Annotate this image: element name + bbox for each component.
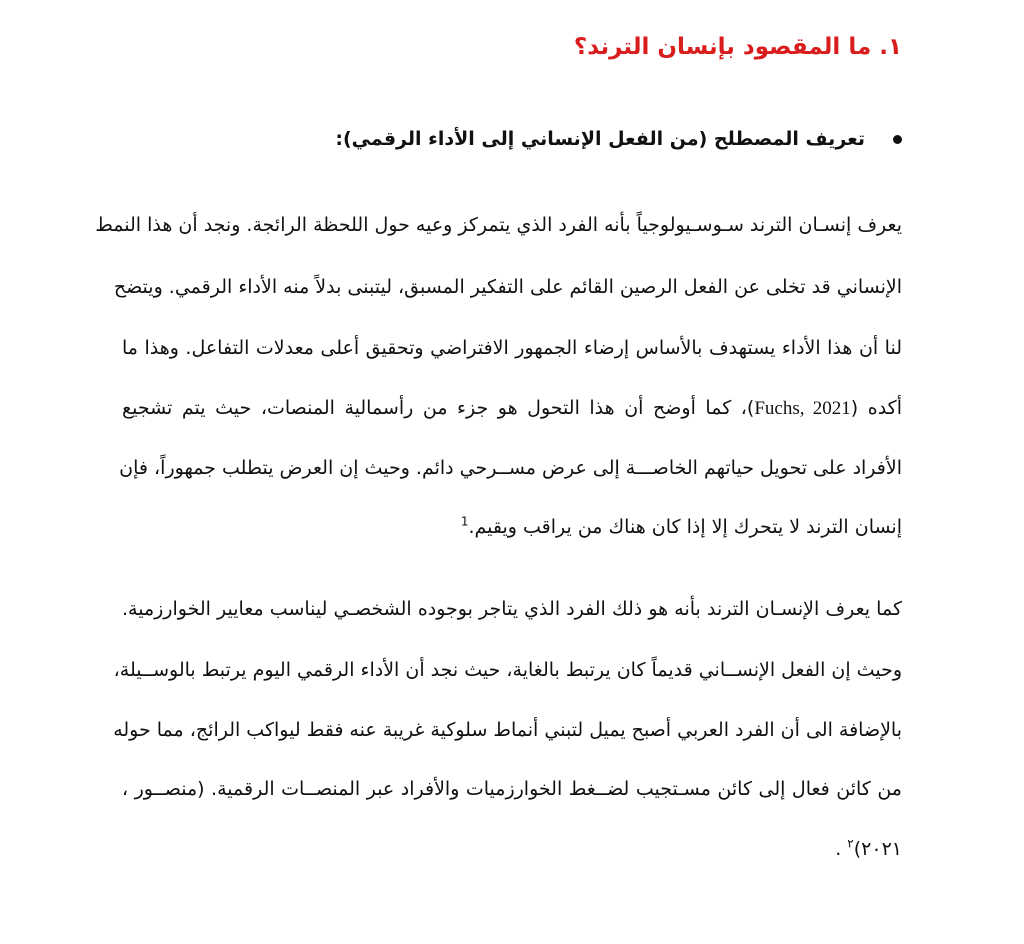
citation-fuchs: Fuchs, 2021 (754, 398, 851, 419)
definition-bullet-text: تعريف المصطلح (من الفعل الإنساني إلى الأداء الرقمي): (335, 128, 865, 150)
paragraph1-line6-text: إنسان الترند لا يتحرك إلا إذا كان هناك من يراقب ويقيم. (468, 516, 902, 538)
paragraph2-line3: بالإضافة الى أن الفرد العربي أصبح يميل لتبني أنماط سلوكية غريبة عنه فقط ليواكب الرائج، مما حوله (113, 719, 902, 741)
bullet-dot-icon (893, 135, 902, 144)
section-heading: ١. ما المقصود بإنسان الترند؟ (573, 34, 902, 60)
paragraph1-line1: يعرف إنسـان الترند سـوسـيولوجياً بأنه الفرد الذي يتمركز وعيه حول اللحظة الرائجة. ونجد أن هذا النمط (95, 214, 902, 236)
footnote-ref-1[interactable]: 1 (460, 514, 469, 529)
paragraph1-line4-start: أكده ( (850, 397, 902, 419)
paragraph1-line4-end: )، كما أوضح أن هذا التحول هو جزء من رأسمالية المنصات، حيث يتم تشجيع (122, 397, 755, 419)
paragraph1-line3: لنا أن هذا الأداء يستهدف بالأساس إرضاء الجمهور الافتراضي وتحقيق أعلى معدلات التفاعل. وهذا ما (122, 337, 902, 359)
footnote-ref-2[interactable]: ٢ (847, 836, 854, 851)
paragraph2-line5-text: ٢٠٢١) (853, 838, 902, 860)
paragraph2-line5 (122, 834, 902, 864)
paragraph1-line2: الإنساني قد تخلى عن الفعل الرصين القائم على التفكير المسبق، ليتبنى بدلاً منه الأداء الرقمي. ويتضح (113, 276, 902, 298)
paragraph2-line5-end: . (835, 838, 842, 860)
definition-bullet (335, 128, 902, 150)
paragraph2-line1: كما يعرف الإنسـان الترند بأنه هو ذلك الفرد الذي يتاجر بوجوده الشخصـي ليناسب معايير الخوارزمية. (122, 598, 902, 620)
paragraph2-line2: وحيث إن الفعل الإنســاني قديماً كان يرتبط بالغاية، حيث نجد أن الأداء الرقمي اليوم يرتبط بالوســيلة، (113, 659, 902, 681)
paragraph2-line4: من كائن فعال إلى كائن مسـتجيب لضــغط الخوارزميات والأفراد عبر المنصــات الرقمية. (منصــور ، (122, 778, 902, 800)
paragraph1-line6 (122, 512, 902, 542)
paragraph1-line5: الأفراد على تحويل حياتهم الخاصـــة إلى عرض مســرحي دائم. وحيث إن العرض يتطلب جمهوراً، فإن (119, 457, 902, 479)
paragraph1-line4 (122, 393, 902, 424)
